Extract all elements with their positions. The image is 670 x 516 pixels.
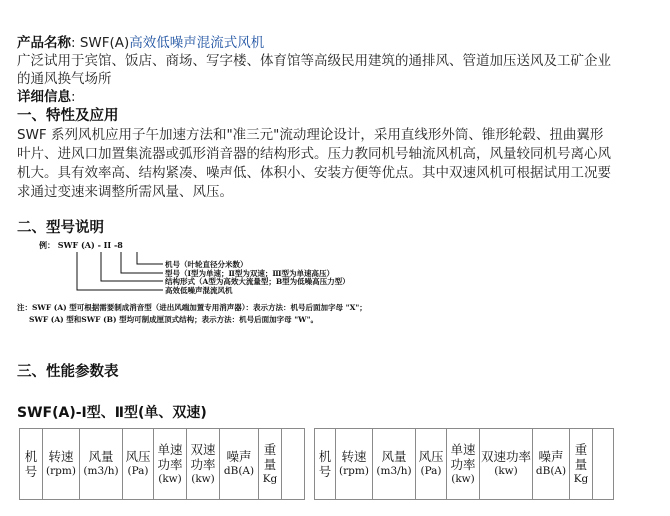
col-spacer (593, 429, 614, 500)
product-document (17, 34, 665, 422)
header-text: 转速 (48, 449, 74, 464)
col-header-model (20, 429, 43, 500)
product-name-line (17, 34, 665, 52)
header-text: 噪声 (538, 449, 564, 464)
header-unit: Kg (573, 472, 589, 485)
diagram-label-structure: 结构形式（A型为高效大流量型；B型为低噪高压力型） (165, 277, 350, 286)
diagram-note-2: SWF (A) 型和SWF (B) 型均可制成厘顶式结构；表示方法：机号后面加字母 "W"。 (29, 315, 318, 324)
header-unit: (kw) (494, 465, 518, 477)
header-text: 单速功率 (157, 441, 183, 472)
header-unit: (m3/h) (376, 465, 412, 477)
col-header-airflow (373, 429, 416, 500)
diagram-note-1: 注：SWF (A) 型可根据需要制成消音型（进出风端加置专用消声器）：表示方法：机号后面加字母 "X"； (17, 303, 367, 312)
detail-heading (17, 88, 665, 106)
diagram-label-fan: 高效低噪声混流风机 (165, 286, 233, 295)
header-unit: (kw) (451, 472, 475, 485)
col-header-double-power (187, 429, 220, 500)
header-unit: (kw) (158, 472, 182, 485)
header-text: 机号 (318, 449, 332, 479)
features-line-2: 叶片、进风口加置集流器或弧形消音器的结构形式。压力教同机号轴流风机高，风量较同机号离心风 (17, 146, 611, 162)
col-header-model (315, 429, 336, 500)
header-unit: dB(A) (223, 465, 255, 477)
header-unit: Kg (262, 472, 278, 485)
diagram-example: 例： SWF (A) - II -8 (39, 240, 123, 250)
col-header-single-power (154, 429, 187, 500)
header-unit: (Pa) (420, 465, 442, 477)
detail-label: 详细信息 (17, 89, 71, 105)
header-unit: (rpm) (46, 465, 76, 477)
table-header-row (315, 429, 614, 500)
col-header-single-power (447, 429, 480, 500)
col-header-double-power (480, 429, 533, 500)
col-header-pressure (416, 429, 447, 500)
header-text: 风量 (381, 449, 407, 464)
header-text: 双速功率 (481, 449, 532, 464)
header-unit: dB(A) (535, 465, 567, 477)
header-text: 双速功率 (190, 441, 216, 472)
spec-table-right (314, 428, 614, 500)
col-header-weight (570, 429, 593, 500)
header-unit: (m3/h) (83, 465, 119, 477)
col-header-speed (43, 429, 80, 500)
header-text: 噪声 (226, 449, 252, 464)
table-title: SWF(A)-Ⅰ型、Ⅱ型(单、双速) (17, 405, 207, 421)
header-unit: (Pa) (127, 465, 149, 477)
col-header-noise (220, 429, 259, 500)
features-line-1: SWF 系列风机应用子午加速方法和"准三元"流动理论设计，采用直线形外筒、锥形轮毂、扭曲翼形 (17, 127, 604, 143)
features-line-3: 机大。具有效率高、结构紧凑、噪声低、体积小、安装方便等优点。其中双速风机可根据试用工况要 (17, 165, 611, 181)
col-header-pressure (123, 429, 154, 500)
header-text: 单速功率 (450, 441, 476, 472)
header-text: 重量 (574, 441, 588, 472)
header-text: 重量 (263, 441, 277, 472)
spec-table-left (19, 428, 305, 500)
header-unit: (rpm) (339, 465, 369, 477)
header-text: 风压 (125, 449, 151, 464)
diagram-label-size: 机号（叶轮直径分米数） (165, 260, 248, 269)
col-header-speed (336, 429, 373, 500)
col-header-noise (533, 429, 570, 500)
model-code-diagram (17, 240, 665, 350)
product-name-value: 高效低噪声混流式风机 (129, 35, 265, 51)
product-name-label: 产品名称 (17, 35, 71, 51)
usage-line-1: 广泛试用于宾馆、饭店、商场、写字楼、体育馆等高级民用建筑的通排风、管道加压送风及工矿企业 (17, 53, 611, 69)
header-text: 机号 (24, 449, 38, 479)
usage-line-2: 的通风换气场所 (17, 71, 112, 87)
diagram-label-type: 型号（Ⅰ型为单速；Ⅱ型为双速；Ⅲ型为单速高压） (165, 269, 334, 278)
section-model-heading: 二、型号说明 (17, 220, 104, 236)
section-performance-heading: 三、性能参数表 (17, 364, 119, 380)
product-name-model: : SWF(A) (71, 35, 130, 51)
diagram-leader-lines (17, 240, 657, 350)
section-features-heading: 一、特性及应用 (17, 108, 119, 124)
header-text: 风量 (88, 449, 114, 464)
col-header-airflow (80, 429, 123, 500)
table-header-row (20, 429, 305, 500)
col-header-weight (259, 429, 282, 500)
col-spacer (282, 429, 305, 500)
header-text: 风压 (418, 449, 444, 464)
header-unit: (kw) (191, 472, 215, 485)
features-line-4: 求通过变速来调整所需风量、风压。 (17, 184, 233, 200)
detail-colon: : (71, 89, 76, 105)
header-text: 转速 (341, 449, 367, 464)
